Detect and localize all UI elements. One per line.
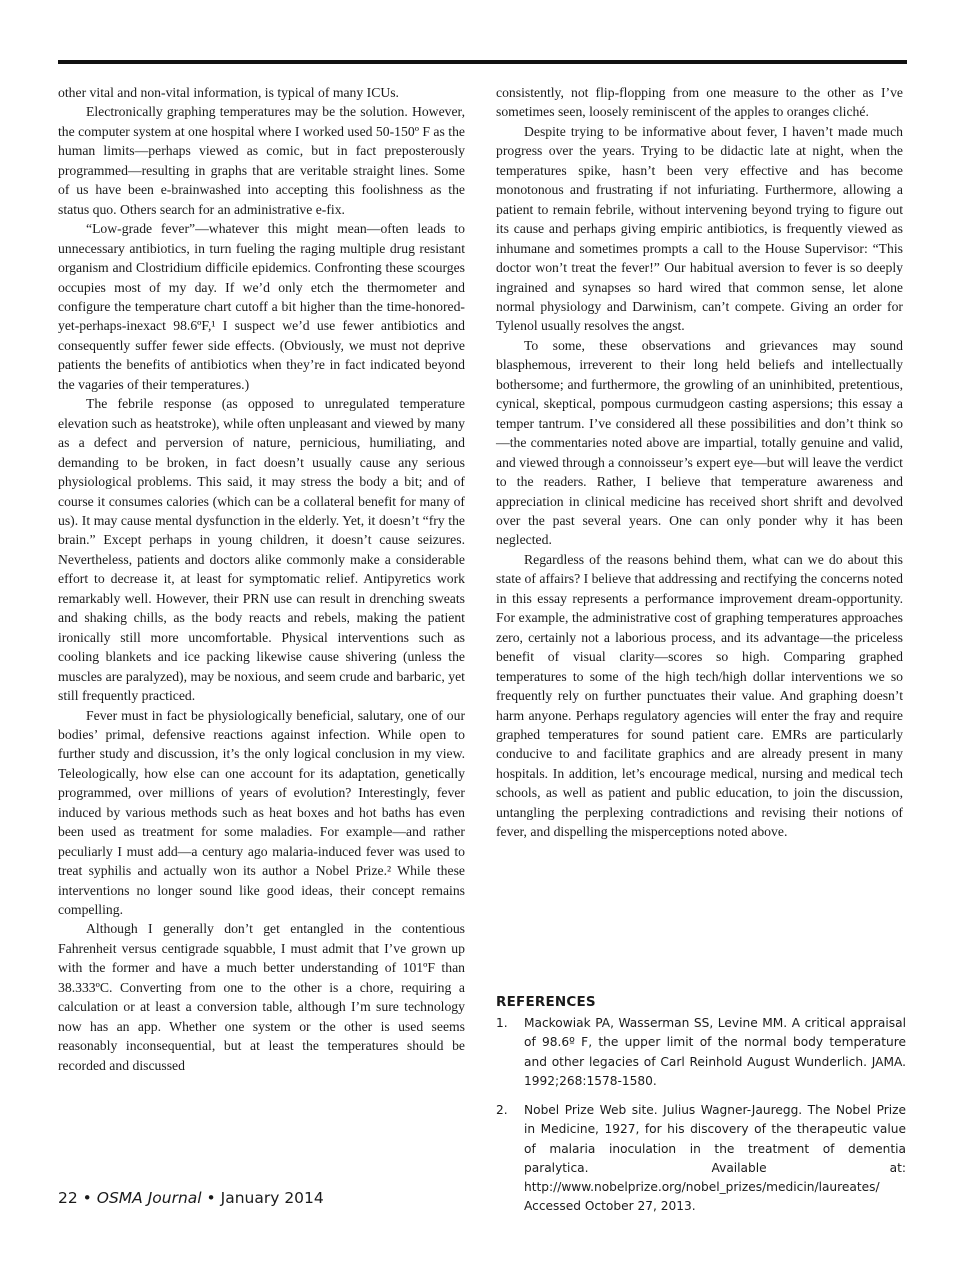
footer-bullet: • (206, 1189, 216, 1207)
reference-text: Mackowiak PA, Wasserman SS, Levine MM. A critical appraisal of 98.6º F, the upper limit of the normal body temperature and other legacies of Carl Reinhold August Wunderlich. JAMA. 1992;268:1578-1580. (524, 1016, 906, 1088)
top-rule (58, 60, 907, 64)
paragraph: Fever must in fact be physiologically beneficial, salutary, one of our bodies’ primal, defensive reactions against infection. While open to further study and discussion, it’s the only logical conclusion in my view. Teleologically, how else can one account for its adaptation, genetically programmed, over millions of years of evolution? Interestingly, fever induced by various methods such as heat boxes and hot baths has even been used as treatment for some maladies. For example—and rather peculiarly I must add—a century ago malaria-induced fever was used to treat syphilis and actually won its author a Nobel Prize.² While these interventions no longer sound like good ideas, their concept remains compelling. (58, 707, 465, 918)
left-column (58, 83, 465, 1075)
paragraph: consistently, not flip-flopping from one measure to the other as I’ve sometimes seen, loosely reminiscent of the apples to oranges cliché. (496, 85, 903, 120)
journal-name: OSMA Journal (96, 1189, 202, 1207)
paragraph: Despite trying to be informative about fever, I haven’t made much progress over the years. Trying to be didactic late at night, when the temperatures spike, hasn’t been very effective and has become monotonous and frustrating if not infuriating. Furthermore, allowing a patient to remain febrile, without intervening beyond trying to figure out its cause and perhaps giving empiric antibiotics, is frequently viewed as inhumane and sometimes prompts a call to the House Supervisor: “This doctor won’t treat the fever!” Our habitual aversion to fever is so deeply ingrained and synapses so hard wired that common sense, let alone normal physiology and Darwinism, can’t compete. Giving an order for Tylenol usually resolves the angst. (496, 123, 903, 334)
issue-date: January 2014 (220, 1189, 324, 1207)
paragraph: To some, these observations and grievances may sound blasphemous, irreverent to their long held beliefs and intellectually bothersome; and furthermore, the growling of an uninhibited, pretentious, cynical, skeptical, pompous curmudgeon casting aspersions; this essay a temper tantrum. I’ve considered all these possibilities and don’t think so—the commentaries noted above are impartial, totally genuine and valid, and viewed through a connoisseur’s expert eye—but will leave the verdict to the readers. Rather, I believe that temperature awareness and appreciation in clinical medicine has received short shrift and devolved over the past several years. One can only ponder why it has been neglected. (496, 337, 903, 548)
page-footer (58, 1189, 324, 1207)
page-number: 22 (58, 1189, 78, 1207)
paragraph: other vital and non-vital information, is typical of many ICUs. (58, 85, 399, 100)
reference-number: 2. (496, 1103, 508, 1117)
paragraph: Electronically graphing temperatures may be the solution. However, the computer system at one hospital where I worked used 50-150º F as the human limits—perhaps viewed as comic, but in fact preposterously programmed—resulting in graphs that are veritable straight lines. Some of us have been e-brainwashed into accepting this foolishness as the status quo. Others search for an administrative e-fix. (58, 104, 465, 217)
footer-bullet: • (82, 1189, 92, 1207)
paragraph: “Low-grade fever”—whatever this might mean—often leads to unnecessary antibiotics, in turn fueling the raging multiple drug resistant organism and Clostridium difficile epidemics. Confronting these scourges occupies most of my day. If we’d only etch the thermometer and configure the temperature chart cutoff a bit higher than the time-honored-yet-perhaps-inexact 98.6ºF,¹ I suspect we’d use fewer antibiotics and consequently suffer fewer side effects. (Obviously, we must not deprive patients the benefits of antibiotics when they’re in fact indicated beyond the vagaries of their temperatures.) (58, 221, 465, 392)
reference-item (496, 1101, 906, 1217)
references-heading: REFERENCES (496, 994, 596, 1010)
paragraph: Regardless of the reasons behind them, what can we do about this state of affairs? I believe that addressing and rectifying the concerns noted in this essay represents a performance improvement dream-opportunity. For example, the administrative cost of graphing temperatures approaches zero, certainly not a laborious process, and its advantage—the priceless benefit of visual clarity—scores so high. Comparing graphed temperatures to some of the high tech/high dollar interventions we so frequently rely on further punctuates their value. And graphing doesn’t harm anyone. Perhaps regulatory agencies will enter the fray and require graphed temperatures for sound patient care. EMRs are particularly conducive to and facilitate graphics and are already present in many hospitals. In addition, let’s encourage medical, nursing and medical tech schools, as well as patient and public education, to join the discussion, untangling the perplexing contradictions and revising their notions of fever, and dispelling the misperceptions noted above. (496, 551, 903, 840)
reference-number: 1. (496, 1016, 508, 1030)
right-column (496, 83, 903, 842)
paragraph: Although I generally don’t get entangled in the contentious Fahrenheit versus centigrade squabble, I must admit that I’ve grown up with the former and have a much better understanding of 101ºF than 38.333ºC. Converting from one to the other is a chore, requiring a calculation or at least a conversion table, although I’m sure technology now has an app. Whether one system or the other is used seems reasonably inconsequential, but at least the temperatures should be recorded and discussed (58, 921, 465, 1073)
reference-text: Nobel Prize Web site. Julius Wagner-Jauregg. The Nobel Prize in Medicine, 1927, for his discovery of the therapeutic value of malaria inoculation in the treatment of dementia paralytica. Available at: http://www.nobelprize.org/nobel_prizes/medicin/laureates/ Accessed October 27, 2013. (524, 1103, 906, 1214)
paragraph: The febrile response (as opposed to unregulated temperature elevation such as heatstroke), while often unpleasant and viewed by many as a defect and perversion of nature, pernicious, humiliating, and demanding to be broken, in fact doesn’t usually cause any serious physiological problems. This said, it may stress the body a bit; and of course it consumes calories (which can be a collateral benefit for many of us). It may cause mental dysfunction in the elderly. Yet, it doesn’t “fry the brain.” Except perhaps in young children, it doesn’t cause seizures. Nevertheless, patients and doctors alike commonly make a considerable effort to decrease it, at least for symptomatic relief. Antipyretics work remarkably well. However, their PRN use can result in drenching sweats and shaking chills, as the body reacts and rebels, making the patient ironically still more uncomfortable. Physical interventions such as cooling blankets and ice packing likewise cause shivering (unless the muscles are paralyzed), may be noxious, and seem crude and barbaric, yet still frequently practiced. (58, 396, 465, 704)
reference-item (496, 1014, 906, 1091)
